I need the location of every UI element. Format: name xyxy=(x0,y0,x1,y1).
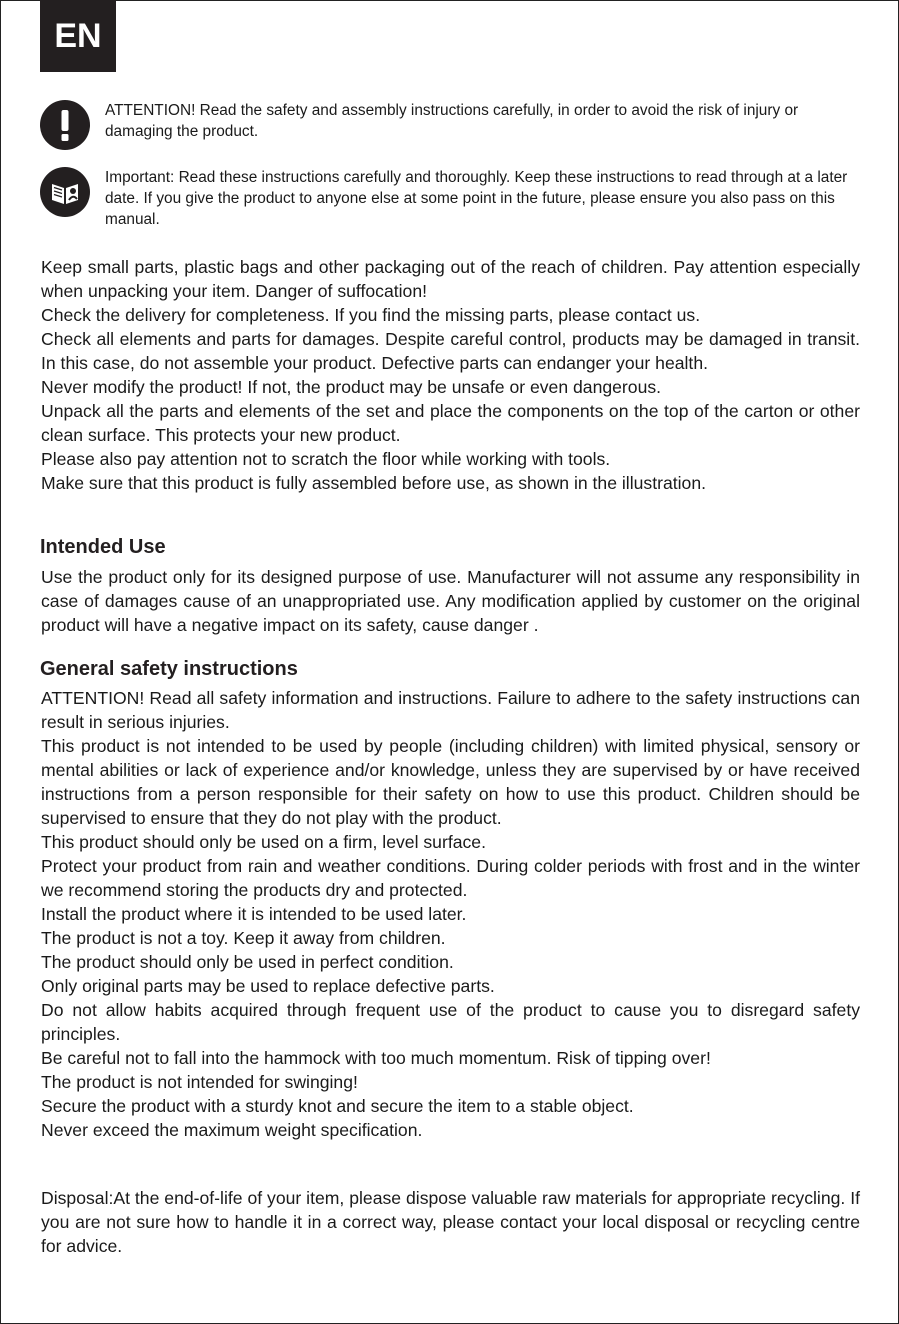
safety-paragraph: The product should only be used in perfect condition. xyxy=(41,952,454,972)
disposal-section xyxy=(41,1186,860,1258)
intended-use-heading: Intended Use xyxy=(40,536,166,558)
safety-paragraph: Protect your product from rain and weather conditions. During colder periods with frost and in the winter we recommend storing the products dry and protected. xyxy=(41,856,860,900)
safety-paragraph: Secure the product with a sturdy knot and secure the item to a stable object. xyxy=(41,1096,634,1116)
safety-paragraph: The product is not a toy. Keep it away from children. xyxy=(41,928,446,948)
intro-paragraph: Check the delivery for completeness. If you find the missing parts, please contact us. xyxy=(41,305,701,325)
intended-use-section xyxy=(41,565,860,637)
intro-paragraph: Make sure that this product is fully assembled before use, as shown in the illustration. xyxy=(41,473,706,493)
safety-paragraph: ATTENTION! Read all safety information and instructions. Failure to adhere to the safety instructions can result in serious injuries. xyxy=(41,688,860,732)
attention-notice xyxy=(40,100,860,150)
intro-paragraph: Check all elements and parts for damages. Despite careful control, products may be damaged in transit. In this case, do not assemble your product. Defective parts can endanger your health. xyxy=(41,329,860,373)
important-notice xyxy=(40,167,860,230)
important-notice-text: Important: Read these instructions carefully and thoroughly. Keep these instructions to read through at a later date. If you give the product to anyone else at some point in the future, please ensure you also pass on this manual. xyxy=(105,169,848,228)
intro-paragraph: Unpack all the parts and elements of the set and place the components on the top of the carton or other clean surface. This protects your new product. xyxy=(41,401,860,445)
intro-paragraph: Never modify the product! If not, the product may be unsafe or even dangerous. xyxy=(41,377,662,397)
intro-instructions xyxy=(41,255,860,495)
safety-paragraph: This product should only be used on a firm, level surface. xyxy=(41,832,486,852)
language-badge: EN xyxy=(40,0,116,72)
attention-notice-text: ATTENTION! Read the safety and assembly instructions carefully, in order to avoid the risk of injury or damaging the product. xyxy=(105,102,799,140)
general-safety-heading: General safety instructions xyxy=(40,658,298,680)
intro-paragraph: Keep small parts, plastic bags and other packaging out of the reach of children. Pay attention especially when unpacking your item. Danger of suffocation! xyxy=(41,257,860,301)
safety-paragraph: Only original parts may be used to replace defective parts. xyxy=(41,976,495,996)
disposal-text: Disposal:At the end-of-life of your item, please dispose valuable raw materials for appropriate recycling. If you are not sure how to handle it in a correct way, please contact your local disposal or recycling centre for advice. xyxy=(41,1188,860,1256)
general-safety-section xyxy=(41,686,860,1142)
intended-use-text: Use the product only for its designed purpose of use. Manufacturer will not assume any responsibility in case of damages cause of an unappropriated use. Any modification applied by customer on the original product will have a negative impact on its safety, cause danger . xyxy=(41,567,860,635)
safety-paragraph: Be careful not to fall into the hammock with too much momentum. Risk of tipping over! xyxy=(41,1048,711,1068)
safety-paragraph: Install the product where it is intended to be used later. xyxy=(41,904,467,924)
safety-paragraph: Do not allow habits acquired through frequent use of the product to cause you to disregard safety principles. xyxy=(41,1000,860,1044)
intro-paragraph: Please also pay attention not to scratch the floor while working with tools. xyxy=(41,449,611,469)
manual-book-icon xyxy=(40,167,90,217)
safety-paragraph: This product is not intended to be used by people (including children) with limited physical, sensory or mental abilities or lack of experience and/or knowledge, unless they are supervised by or have received instructions from a person responsible for their safety on how to use this product. Children should be supervised to ensure that they do not play with the product. xyxy=(41,736,860,828)
safety-paragraph: Never exceed the maximum weight specification. xyxy=(41,1120,423,1140)
safety-paragraph: The product is not intended for swinging! xyxy=(41,1072,358,1092)
exclamation-icon xyxy=(40,100,90,150)
